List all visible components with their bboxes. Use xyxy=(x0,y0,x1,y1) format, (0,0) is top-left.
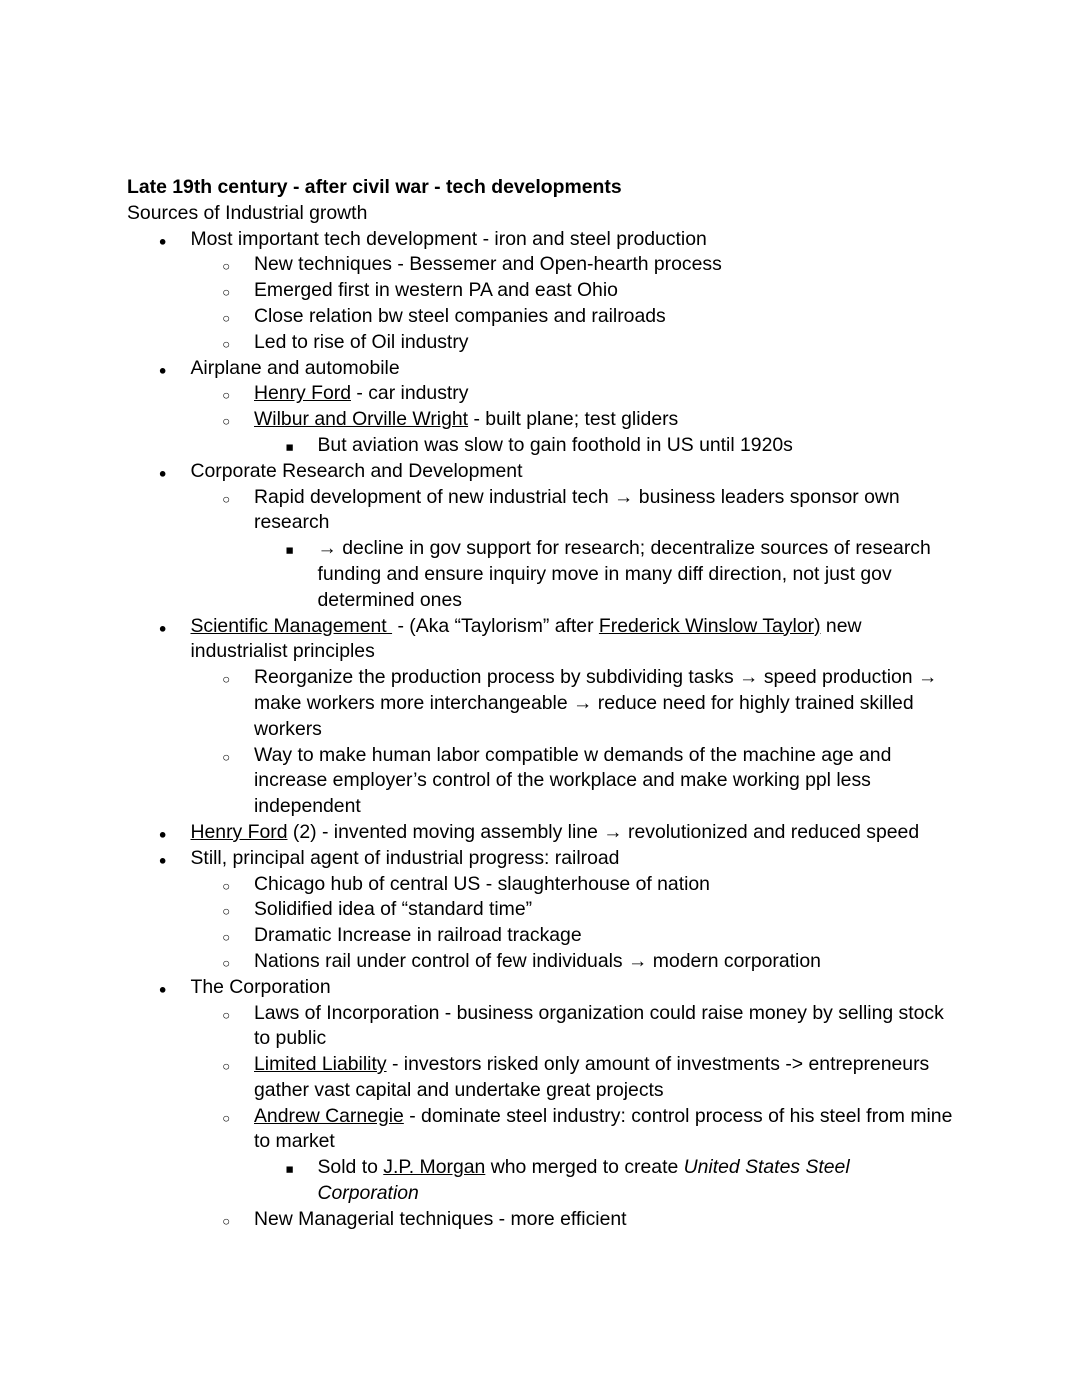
list-item-text xyxy=(254,485,953,537)
text-run: - car industry xyxy=(350,382,469,405)
list-item-text xyxy=(191,614,954,666)
text-run: Henry Ford xyxy=(190,820,288,843)
bullet-level-2-icon: ○ xyxy=(222,1007,231,1022)
bullet-level-1-icon: ● xyxy=(158,465,167,481)
bullet-level-2-icon: ○ xyxy=(222,336,231,352)
list-item-text xyxy=(254,872,953,898)
bullet-level-2-icon: ○ xyxy=(222,284,231,300)
list-item-text xyxy=(254,743,953,820)
bullet-level-1-icon: ● xyxy=(158,826,167,842)
text-run: Rapid development of new industrial tech → business leaders sponsor own research xyxy=(254,485,906,534)
list-item-text xyxy=(254,381,953,407)
text-run: Solidified idea of “standard time” xyxy=(254,898,533,921)
bullet-level-2-icon: ○ xyxy=(222,929,231,945)
list-item xyxy=(222,304,953,330)
text-run: Sold to xyxy=(317,1156,384,1179)
bullet-level-2-icon: ○ xyxy=(222,1058,231,1074)
bullet-level-2-icon: ○ xyxy=(222,258,231,274)
text-run: (2) - invented moving assembly line → revolutionized and reduced speed xyxy=(287,820,920,843)
text-run: But aviation was slow to gain foothold in US until 1920s xyxy=(317,433,793,456)
doc-subtitle: Sources of Industrial growth xyxy=(127,201,368,224)
bullet-level-1-icon: ● xyxy=(158,981,167,997)
text-run: J.P. Morgan xyxy=(383,1156,486,1179)
bullet-level-2-icon: ○ xyxy=(222,413,231,429)
list-item xyxy=(222,252,953,278)
list-item-text xyxy=(191,820,954,846)
list-item xyxy=(159,820,953,846)
text-run: Reorganize the production process by subdividing tasks → speed production → make workers more interchangeable → reduce need for highly trained skilled workers xyxy=(254,666,943,740)
outline-list xyxy=(127,227,958,1233)
bullet-level-2-icon: ○ xyxy=(222,671,231,687)
list-item xyxy=(222,897,953,923)
text-run: Andrew Carnegie xyxy=(254,1104,404,1127)
text-run: The Corporation xyxy=(190,975,331,998)
list-item xyxy=(286,1155,953,1207)
list-item xyxy=(286,433,953,459)
list-item-text xyxy=(254,1052,953,1104)
list-item xyxy=(159,227,953,253)
bullet-level-1-icon: ● xyxy=(158,620,167,636)
list-item-text xyxy=(254,330,953,356)
list-item-text xyxy=(254,1104,958,1156)
list-item-text xyxy=(254,252,953,278)
bullet-level-3-icon: ■ xyxy=(285,1161,294,1177)
text-run: Still, principal agent of industrial progress: railroad xyxy=(190,846,620,869)
list-item xyxy=(159,846,953,872)
text-run: Limited Liability xyxy=(254,1053,387,1076)
list-item xyxy=(222,381,953,407)
doc-title: Late 19th century - after civil war - tech developments xyxy=(127,176,622,198)
list-item xyxy=(222,330,953,356)
list-item-text xyxy=(318,433,954,459)
list-item-text xyxy=(191,227,954,253)
text-run: who merged to create xyxy=(485,1156,684,1179)
text-run: United States Steel Corporation xyxy=(317,1156,856,1205)
bullet-level-2-icon: ○ xyxy=(222,749,231,765)
text-run: - built plane; test gliders xyxy=(468,408,679,431)
list-item xyxy=(222,923,953,949)
text-run: - dominate steel industry: control process of his steel from mine to market xyxy=(254,1104,958,1153)
bullet-level-2-icon: ○ xyxy=(222,955,231,971)
text-run: - (Aka “Taylorism” after xyxy=(392,614,599,637)
list-item-text xyxy=(318,536,954,613)
text-run: Laws of Incorporation - business organization could raise money by selling stock to public xyxy=(254,1001,950,1050)
text-run: Most important tech development - iron and steel production xyxy=(190,227,707,250)
text-run: Airplane and automobile xyxy=(190,356,400,379)
text-run: Corporate Research and Development xyxy=(190,459,523,482)
list-item-text xyxy=(254,1001,953,1053)
bullet-level-2-icon: ○ xyxy=(222,387,231,403)
bullet-level-2-icon: ○ xyxy=(222,310,231,326)
list-item xyxy=(222,278,953,304)
text-run: Scientific Management xyxy=(190,614,393,637)
list-item-text xyxy=(254,923,953,949)
list-item xyxy=(222,949,953,975)
text-run: Nations rail under control of few individuals → modern corporation xyxy=(254,949,821,972)
list-item xyxy=(286,536,953,613)
text-run: Close relation bw steel companies and railroads xyxy=(254,304,666,327)
list-item xyxy=(159,356,953,382)
list-item-text xyxy=(254,949,953,975)
text-run: Frederick Winslow Taylor) xyxy=(598,614,821,637)
text-run: Chicago hub of central US - slaughterhouse of nation xyxy=(254,872,710,895)
text-run: Way to make human labor compatible w demands of the machine age and increase employer’s control of the workplace and make working ppl less independent xyxy=(254,743,897,818)
list-item-text xyxy=(318,1155,954,1207)
list-item xyxy=(159,459,953,485)
list-item-text xyxy=(254,665,953,742)
bullet-level-1-icon: ● xyxy=(158,362,167,378)
list-item xyxy=(222,665,953,742)
list-item-text xyxy=(254,407,953,433)
list-item-text xyxy=(191,846,954,872)
list-item-text xyxy=(191,356,954,382)
bullet-level-2-icon: ○ xyxy=(222,903,231,919)
bullet-level-2-icon: ○ xyxy=(222,878,231,894)
text-run: → decline in gov support for research; decentralize sources of research funding and ensure inquiry move in many diff direction, not just gov determined ones xyxy=(317,537,937,611)
list-item-text xyxy=(254,304,953,330)
bullet-level-2-icon: ○ xyxy=(222,491,231,507)
list-item-text xyxy=(254,1207,953,1233)
list-item xyxy=(222,872,953,898)
list-item-text xyxy=(254,278,953,304)
bullet-level-3-icon: ■ xyxy=(285,439,294,455)
list-item-text xyxy=(191,459,954,485)
bullet-level-1-icon: ● xyxy=(158,233,167,249)
list-item xyxy=(222,743,953,820)
text-run: Emerged first in western PA and east Ohio xyxy=(254,279,618,302)
list-item xyxy=(159,975,953,1001)
list-item xyxy=(222,1052,953,1104)
list-item xyxy=(222,1207,953,1233)
text-run: Wilbur and Orville Wright xyxy=(254,408,469,431)
text-run: Henry Ford xyxy=(254,382,351,405)
list-item xyxy=(159,614,953,666)
list-item-text xyxy=(254,897,953,923)
list-item xyxy=(222,407,953,433)
text-run: Dramatic Increase in railroad trackage xyxy=(254,924,582,947)
text-run: Led to rise of Oil industry xyxy=(254,330,469,353)
bullet-level-2-icon: ○ xyxy=(222,1213,231,1229)
text-run: - investors risked only amount of investments -> entrepreneurs gather vast capital and undertake great projects xyxy=(254,1053,935,1101)
bullet-level-3-icon: ■ xyxy=(285,542,294,558)
text-run: New Managerial techniques - more efficient xyxy=(254,1207,627,1230)
list-item xyxy=(222,485,953,537)
bullet-level-1-icon: ● xyxy=(158,852,167,868)
list-item xyxy=(222,1001,953,1053)
text-run: New techniques - Bessemer and Open-hearth process xyxy=(254,253,722,276)
text-run: new industrialist principles xyxy=(190,614,867,663)
list-item xyxy=(222,1104,958,1156)
list-item-text xyxy=(191,975,954,1001)
bullet-level-2-icon: ○ xyxy=(222,1110,231,1126)
